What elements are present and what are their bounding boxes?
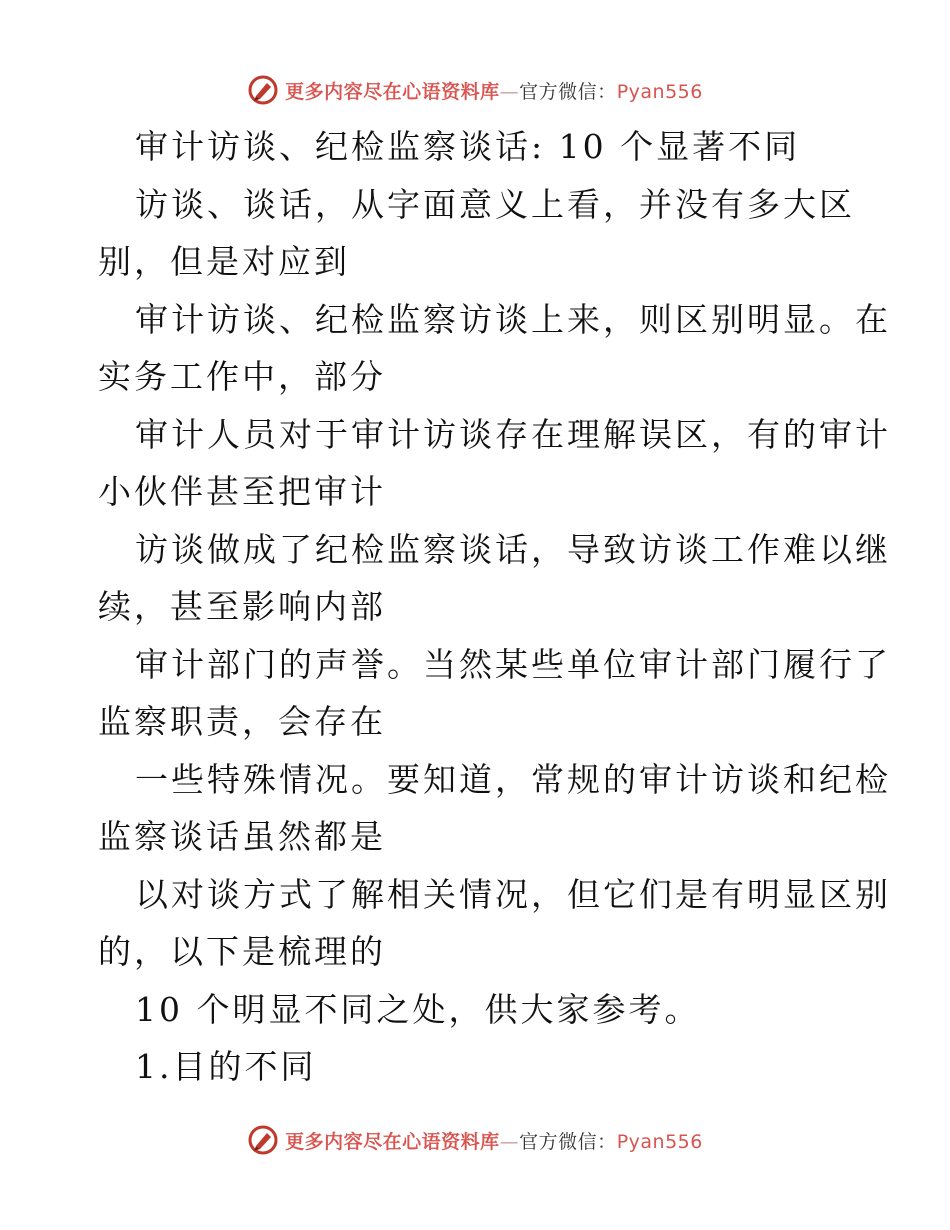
watermark-dash: — [499,1130,520,1153]
pen-logo-icon [247,1124,279,1156]
text-line: 一些特殊情况。要知道，常规的审计访谈和纪检 [135,759,891,799]
text-line: 以对谈方式了解相关情况，但它们是有明显区别 [135,874,891,914]
watermark-account: Pyan556 [616,80,703,103]
watermark-official: 官方微信： [519,1130,617,1153]
text-line: 小伙伴甚至把审计 [98,472,386,511]
pen-logo-icon [247,74,279,106]
text-line: 10 个明显不同之处，供大家参考。 [135,989,701,1029]
footer-watermark [0,1120,950,1160]
watermark-text [285,77,703,104]
text-line: 别，但是对应到 [98,242,350,281]
text-line: 审计部门的声誉。当然某些单位审计部门履行了 [135,644,891,684]
watermark-dash: — [499,80,520,103]
text-line: 访谈做成了纪检监察谈话，导致访谈工作难以继 [135,529,891,569]
watermark-brand: 更多内容尽在心语资料库 [285,80,500,103]
text-line: 监察职责，会存在 [98,702,386,741]
text-line: 审计访谈、纪检监察访谈上来，则区别明显。在 [135,299,891,339]
text-line: 的，以下是梳理的 [98,932,386,971]
document-body [98,118,891,1096]
text-line: 1.目的不同 [135,1047,317,1086]
text-line: 续，甚至影响内部 [98,587,386,626]
text-line: 访谈、谈话，从字面意义上看，并没有多大区 [135,184,855,224]
watermark-official: 官方微信： [519,80,617,103]
text-line: 监察谈话虽然都是 [98,817,386,856]
watermark-text [285,1127,703,1154]
header-watermark [0,70,950,110]
text-line: 审计访谈、纪检监察谈话: 10 个显著不同 [135,127,801,166]
watermark-brand: 更多内容尽在心语资料库 [285,1130,500,1153]
watermark-account: Pyan556 [616,1130,703,1153]
text-line: 审计人员对于审计访谈存在理解误区，有的审计 [135,414,891,454]
text-line: 实务工作中，部分 [98,357,386,396]
